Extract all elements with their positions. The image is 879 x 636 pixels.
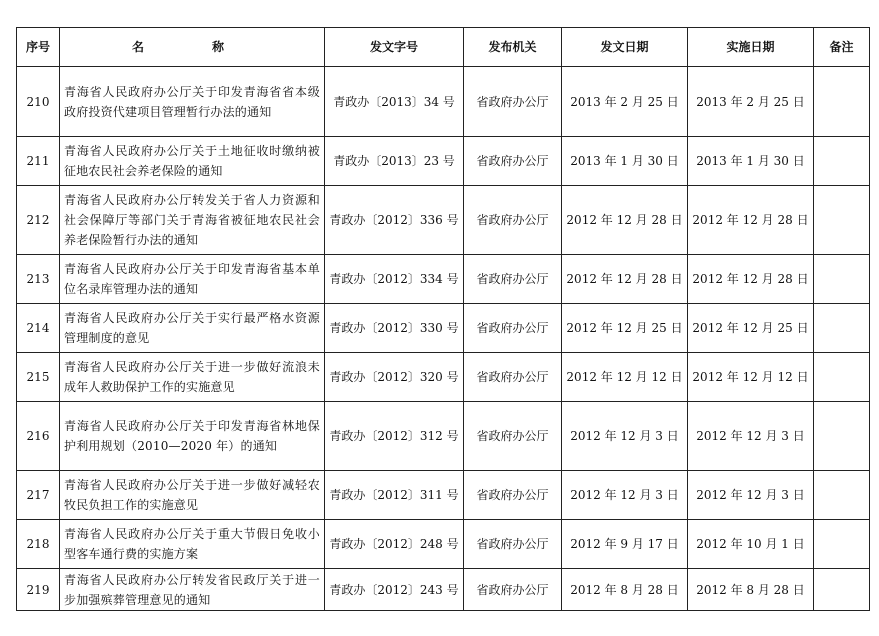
cell-name: 青海省人民政府办公厅关于土地征收时缴纳被征地农民社会养老保险的通知 bbox=[60, 137, 325, 186]
cell-effective-date: 2013 年 2 月 25 日 bbox=[688, 67, 814, 137]
cell-issue-date: 2012 年 12 月 3 日 bbox=[562, 402, 688, 471]
table-row bbox=[17, 67, 870, 137]
header-row bbox=[17, 28, 870, 67]
cell-note bbox=[814, 569, 870, 611]
regulation-table bbox=[16, 27, 870, 611]
cell-no: 211 bbox=[17, 137, 60, 186]
cell-note bbox=[814, 67, 870, 137]
cell-doc-no: 青政办〔2012〕248 号 bbox=[325, 520, 464, 569]
cell-issuer: 省政府办公厅 bbox=[464, 186, 562, 255]
table-row bbox=[17, 304, 870, 353]
header-issue-date: 发文日期 bbox=[562, 28, 688, 67]
cell-note bbox=[814, 353, 870, 402]
table-row bbox=[17, 137, 870, 186]
cell-name: 青海省人民政府办公厅转发省民政厅关于进一步加强殡葬管理意见的通知 bbox=[60, 569, 325, 611]
cell-no: 213 bbox=[17, 255, 60, 304]
cell-doc-no: 青政办〔2012〕320 号 bbox=[325, 353, 464, 402]
cell-note bbox=[814, 255, 870, 304]
cell-issue-date: 2013 年 2 月 25 日 bbox=[562, 67, 688, 137]
cell-effective-date: 2012 年 12 月 3 日 bbox=[688, 471, 814, 520]
cell-issuer: 省政府办公厅 bbox=[464, 304, 562, 353]
cell-name: 青海省人民政府办公厅关于进一步做好减轻农牧民负担工作的实施意见 bbox=[60, 471, 325, 520]
cell-no: 212 bbox=[17, 186, 60, 255]
cell-note bbox=[814, 186, 870, 255]
cell-issue-date: 2012 年 12 月 28 日 bbox=[562, 186, 688, 255]
header-effective-date: 实施日期 bbox=[688, 28, 814, 67]
cell-note bbox=[814, 402, 870, 471]
cell-issue-date: 2012 年 12 月 25 日 bbox=[562, 304, 688, 353]
cell-issuer: 省政府办公厅 bbox=[464, 137, 562, 186]
cell-issuer: 省政府办公厅 bbox=[464, 569, 562, 611]
cell-doc-no: 青政办〔2013〕23 号 bbox=[325, 137, 464, 186]
header-no: 序号 bbox=[17, 28, 60, 67]
cell-effective-date: 2012 年 12 月 12 日 bbox=[688, 353, 814, 402]
cell-issue-date: 2012 年 9 月 17 日 bbox=[562, 520, 688, 569]
cell-effective-date: 2013 年 1 月 30 日 bbox=[688, 137, 814, 186]
cell-doc-no: 青政办〔2012〕334 号 bbox=[325, 255, 464, 304]
cell-name: 青海省人民政府办公厅转发关于省人力资源和社会保障厅等部门关于青海省被征地农民社会养老保险暂行办法的通知 bbox=[60, 186, 325, 255]
cell-no: 215 bbox=[17, 353, 60, 402]
cell-effective-date: 2012 年 10 月 1 日 bbox=[688, 520, 814, 569]
cell-note bbox=[814, 304, 870, 353]
cell-note bbox=[814, 520, 870, 569]
cell-issue-date: 2012 年 12 月 12 日 bbox=[562, 353, 688, 402]
cell-name: 青海省人民政府办公厅关于实行最严格水资源管理制度的意见 bbox=[60, 304, 325, 353]
cell-issue-date: 2012 年 12 月 3 日 bbox=[562, 471, 688, 520]
cell-doc-no: 青政办〔2013〕34 号 bbox=[325, 67, 464, 137]
header-note: 备注 bbox=[814, 28, 870, 67]
cell-name: 青海省人民政府办公厅关于印发青海省省本级政府投资代建项目管理暂行办法的通知 bbox=[60, 67, 325, 137]
cell-issuer: 省政府办公厅 bbox=[464, 255, 562, 304]
cell-issuer: 省政府办公厅 bbox=[464, 353, 562, 402]
cell-issuer: 省政府办公厅 bbox=[464, 471, 562, 520]
header-name: 名 称 bbox=[60, 28, 325, 67]
cell-issuer: 省政府办公厅 bbox=[464, 520, 562, 569]
cell-note bbox=[814, 137, 870, 186]
cell-no: 219 bbox=[17, 569, 60, 611]
cell-name: 青海省人民政府办公厅关于印发青海省基本单位名录库管理办法的通知 bbox=[60, 255, 325, 304]
header-doc-no: 发文字号 bbox=[325, 28, 464, 67]
cell-effective-date: 2012 年 8 月 28 日 bbox=[688, 569, 814, 611]
cell-issue-date: 2013 年 1 月 30 日 bbox=[562, 137, 688, 186]
cell-doc-no: 青政办〔2012〕243 号 bbox=[325, 569, 464, 611]
table-row bbox=[17, 569, 870, 611]
cell-issuer: 省政府办公厅 bbox=[464, 67, 562, 137]
cell-doc-no: 青政办〔2012〕311 号 bbox=[325, 471, 464, 520]
header-issuer: 发布机关 bbox=[464, 28, 562, 67]
cell-name: 青海省人民政府办公厅关于进一步做好流浪未成年人救助保护工作的实施意见 bbox=[60, 353, 325, 402]
cell-note bbox=[814, 471, 870, 520]
cell-doc-no: 青政办〔2012〕312 号 bbox=[325, 402, 464, 471]
cell-no: 218 bbox=[17, 520, 60, 569]
table-row bbox=[17, 520, 870, 569]
table-row bbox=[17, 186, 870, 255]
table-row bbox=[17, 353, 870, 402]
table-row bbox=[17, 402, 870, 471]
cell-effective-date: 2012 年 12 月 3 日 bbox=[688, 402, 814, 471]
cell-no: 210 bbox=[17, 67, 60, 137]
cell-issuer: 省政府办公厅 bbox=[464, 402, 562, 471]
cell-doc-no: 青政办〔2012〕336 号 bbox=[325, 186, 464, 255]
table-row bbox=[17, 255, 870, 304]
cell-effective-date: 2012 年 12 月 28 日 bbox=[688, 186, 814, 255]
cell-effective-date: 2012 年 12 月 28 日 bbox=[688, 255, 814, 304]
cell-name: 青海省人民政府办公厅关于重大节假日免收小型客车通行费的实施方案 bbox=[60, 520, 325, 569]
table-row bbox=[17, 471, 870, 520]
cell-no: 216 bbox=[17, 402, 60, 471]
cell-doc-no: 青政办〔2012〕330 号 bbox=[325, 304, 464, 353]
cell-effective-date: 2012 年 12 月 25 日 bbox=[688, 304, 814, 353]
cell-no: 214 bbox=[17, 304, 60, 353]
cell-issue-date: 2012 年 8 月 28 日 bbox=[562, 569, 688, 611]
cell-name: 青海省人民政府办公厅关于印发青海省林地保护利用规划（2010—2020 年）的通知 bbox=[60, 402, 325, 471]
cell-no: 217 bbox=[17, 471, 60, 520]
cell-issue-date: 2012 年 12 月 28 日 bbox=[562, 255, 688, 304]
